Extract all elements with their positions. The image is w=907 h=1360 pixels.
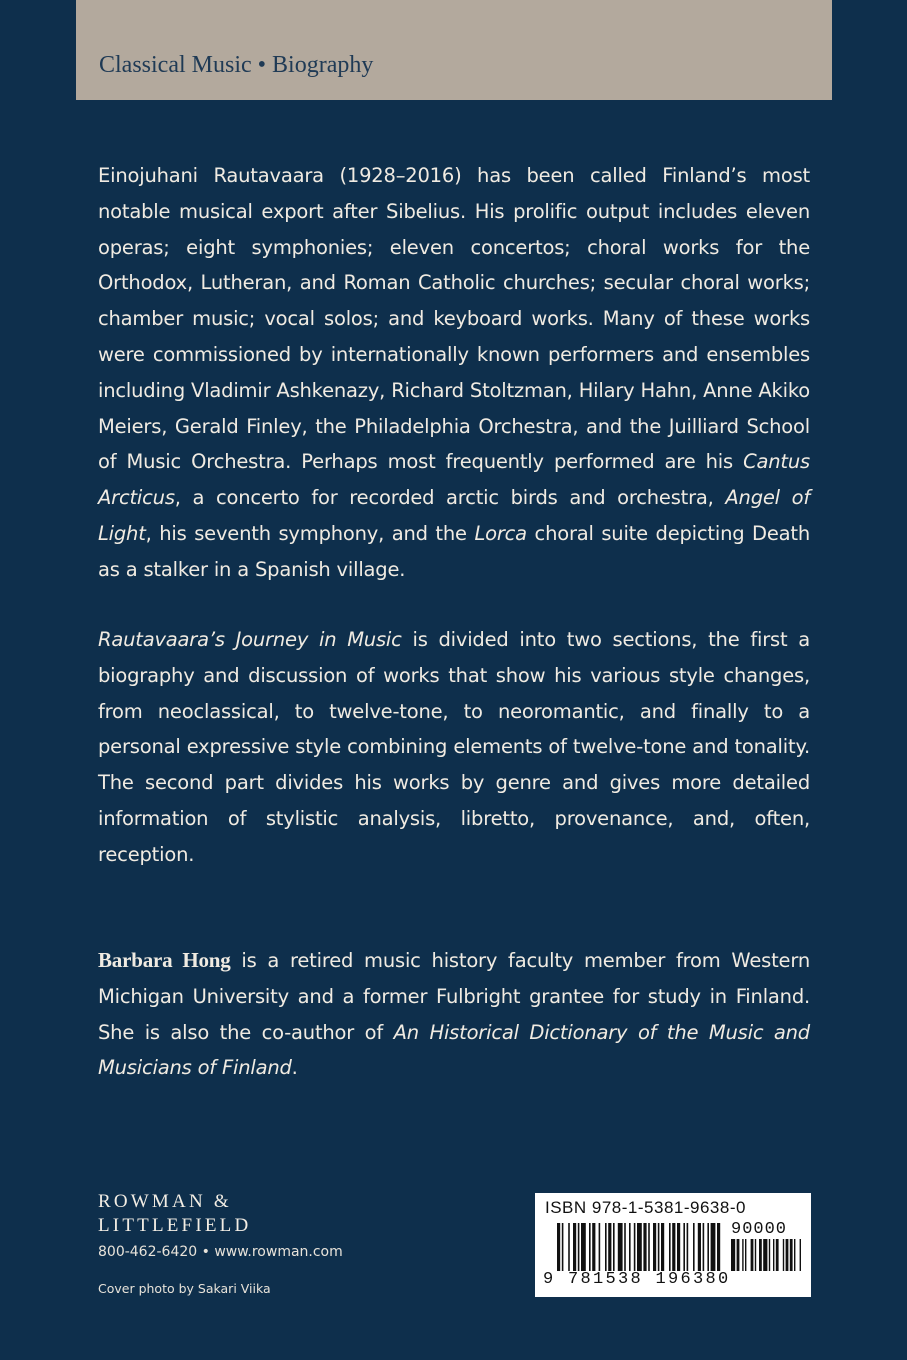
addon-bar bbox=[759, 1239, 762, 1271]
addon-bar bbox=[773, 1239, 774, 1271]
barcode-bar bbox=[629, 1223, 631, 1271]
isbn-text: ISBN 978-1-5381-9638-0 bbox=[545, 1198, 746, 1217]
barcode-bar bbox=[672, 1223, 675, 1271]
addon-bar bbox=[769, 1239, 770, 1271]
barcode-digits: 9 781538 196380 bbox=[543, 1270, 731, 1289]
author-name: Barbara Hong bbox=[98, 948, 231, 972]
barcode-bar bbox=[557, 1223, 560, 1271]
barcode-bar bbox=[698, 1223, 701, 1271]
barcode-bar bbox=[661, 1223, 664, 1271]
addon-bar bbox=[786, 1239, 789, 1271]
barcode-bar bbox=[581, 1223, 586, 1271]
barcode-bar bbox=[648, 1223, 650, 1271]
text-run: , a concerto for recorded arctic birds and orchestra, bbox=[174, 486, 726, 510]
italic-title: Lorca bbox=[474, 521, 527, 545]
text-run: . bbox=[291, 1056, 298, 1080]
italic-title: Rautavaara’s Journey in Music bbox=[98, 628, 402, 651]
barcode-bar bbox=[599, 1223, 601, 1271]
barcode-bar bbox=[637, 1223, 642, 1271]
addon-bar bbox=[790, 1239, 793, 1271]
barcode-bar bbox=[589, 1223, 591, 1271]
author-bio bbox=[98, 943, 810, 1086]
barcode-bar bbox=[693, 1223, 695, 1271]
barcode-bar bbox=[677, 1223, 680, 1271]
italic-title: An Historical Dictionary of the Music and Musicians of Finland bbox=[98, 1020, 810, 1080]
barcode-bar bbox=[643, 1223, 646, 1271]
addon-bar bbox=[745, 1239, 746, 1271]
addon-bar bbox=[776, 1239, 779, 1271]
publisher-logo bbox=[98, 1190, 251, 1238]
barcode-bar bbox=[703, 1223, 705, 1271]
barcode-bar bbox=[568, 1223, 570, 1271]
barcode-bar bbox=[687, 1223, 689, 1271]
barcode-bar bbox=[605, 1223, 607, 1271]
publisher-line-2: LITTLEFIELD bbox=[98, 1215, 252, 1236]
addon-bar bbox=[755, 1239, 756, 1271]
addon-bar bbox=[763, 1239, 767, 1271]
addon-bar bbox=[794, 1239, 795, 1271]
italic-title: Cantus Arcticus bbox=[98, 450, 810, 510]
addon-bar bbox=[783, 1239, 784, 1271]
addon-bar bbox=[751, 1239, 754, 1271]
barcode-bar bbox=[562, 1223, 564, 1271]
barcode-box bbox=[535, 1193, 811, 1297]
barcode-bar bbox=[669, 1223, 671, 1271]
barcode-bar bbox=[592, 1223, 595, 1271]
addon-bar bbox=[800, 1239, 801, 1271]
barcode-bar bbox=[634, 1223, 636, 1271]
barcode-bar bbox=[658, 1223, 660, 1271]
barcode-bar bbox=[618, 1223, 623, 1271]
addon-bar bbox=[742, 1239, 743, 1271]
text-run: is a retired music history faculty member from Western Michigan University and a former Fulbright grantee for study in Finland. She is also the co-author of bbox=[98, 949, 810, 1044]
price-code: 90000 bbox=[731, 1220, 788, 1239]
barcode-bar bbox=[608, 1223, 611, 1271]
publisher-contact: 800-462-6420 • www.rowman.com bbox=[98, 1244, 343, 1260]
text-run: is divided into two sections, the first a biography and discussion of works that show his various style changes, from neoclassical, to twelve-tone, to neoromantic, and finally to a personal expressive style combining elements of twelve-tone and tonality. The second part divides his works by genre and gives more detailed information of stylistic analysis, libretto, provenance, and, often, reception. bbox=[98, 628, 810, 866]
barcode-bar bbox=[711, 1223, 716, 1271]
barcode-bar bbox=[578, 1223, 580, 1271]
publisher-line-1: ROWMAN & bbox=[98, 1191, 232, 1212]
category-band bbox=[76, 0, 832, 100]
barcode-bar bbox=[613, 1223, 615, 1271]
barcode-bar bbox=[624, 1223, 626, 1271]
barcode-bar bbox=[653, 1223, 656, 1271]
addon-bar bbox=[731, 1239, 735, 1271]
italic-title: Angel of Light bbox=[98, 486, 810, 545]
barcode-bar bbox=[573, 1223, 576, 1271]
text-run: choral suite depicting Death as a stalker in a Spanish village. bbox=[98, 521, 810, 581]
barcode-bar bbox=[707, 1223, 709, 1271]
text-run: Einojuhani Rautavaara (1928–2016) has been called Finland’s most notable musical export after Sibelius. His prolific output includes eleven operas; eight symphonies; eleven concertos; choral works for the Orthodox, Lutheran, and Roman Catholic churches; secular choral works; chamber music; vocal solos; and keyboard works. Many of these works were commissioned by internationally known performers and ensembles including Vladimir Ashkenazy, Richard Stoltzman, Hilary Hahn, Anne Akiko Meiers, Gerald Finley, the Philadelphia Orchestra, and the Juilliard School of Music Orchestra. Perhaps most frequently performed are his bbox=[98, 164, 810, 474]
category-label: Classical Music • Biography bbox=[99, 52, 374, 78]
barcode-bar bbox=[717, 1223, 720, 1271]
description-paragraph-1 bbox=[98, 158, 810, 588]
description-paragraph-2 bbox=[98, 622, 810, 873]
text-run: , his seventh symphony, and the bbox=[145, 521, 475, 545]
addon-bar bbox=[737, 1239, 740, 1271]
barcode-bar bbox=[683, 1223, 685, 1271]
photo-credit: Cover photo by Sakari Viika bbox=[98, 1281, 271, 1296]
